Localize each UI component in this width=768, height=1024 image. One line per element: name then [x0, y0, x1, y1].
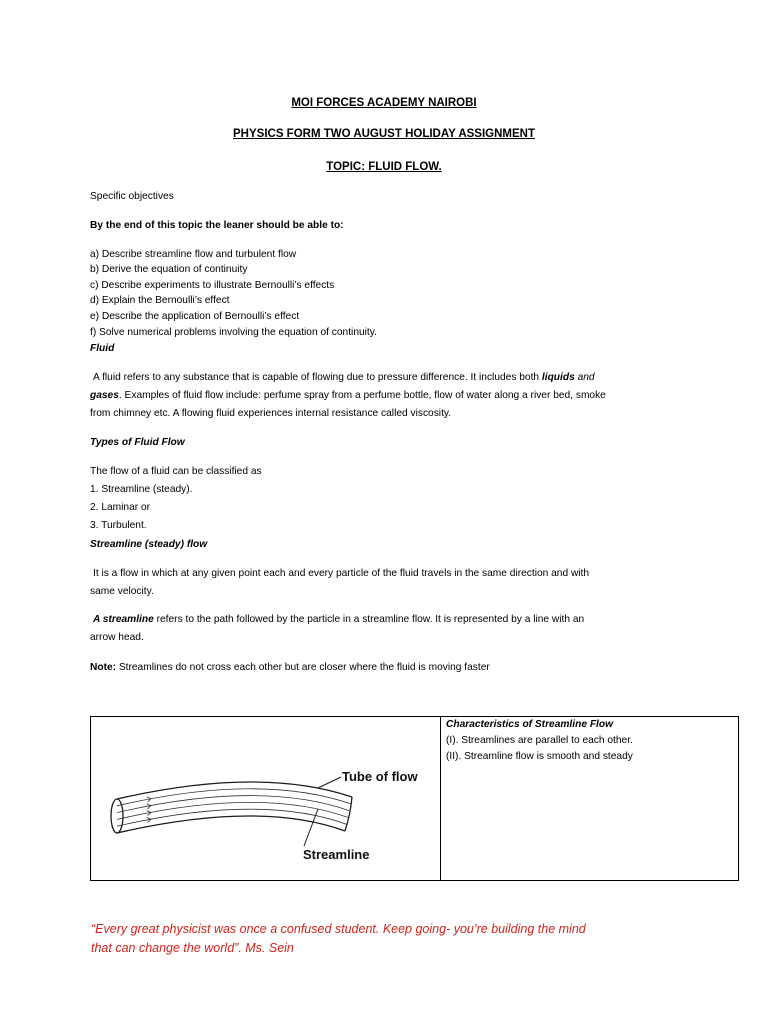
school-title-text: MOI FORCES ACADEMY NAIROBI	[291, 97, 477, 109]
word-and: and	[577, 372, 595, 383]
types-item: 2. Laminar or	[90, 502, 151, 513]
tube-bottom-edge	[117, 816, 345, 833]
tube-outline	[111, 782, 352, 833]
streamline-path	[117, 796, 349, 813]
characteristics-item: (I). Streamlines are parallel to each other.	[446, 735, 633, 746]
objective-item: d) Explain the Bernoulli’s effect	[90, 295, 230, 306]
note-text: Streamlines do not cross each other but are closer where the fluid is moving faster	[118, 662, 490, 673]
types-item: 1. Streamline (steady).	[90, 484, 193, 495]
objective-item: b) Derive the equation of continuity	[90, 264, 248, 275]
tube-left-end	[111, 799, 123, 833]
streamline-heading: Streamline (steady) flow	[90, 539, 208, 550]
streamline-term-text: refers to the path followed by the particle in a streamline flow. It is represented by a line with an	[156, 614, 585, 625]
tube-of-flow-label: Tube of flow	[342, 769, 418, 784]
streamlines	[117, 789, 351, 826]
types-intro: The flow of a fluid can be classified as	[90, 466, 262, 477]
note-line	[90, 662, 490, 674]
streamline-term-line: arrow head.	[90, 632, 144, 643]
term-streamline: A streamline	[93, 614, 154, 625]
motivational-quote-line: “Every great physicist was once a confused student. Keep going- you’re building the mind	[91, 922, 586, 936]
term-liquids: liquids	[541, 372, 575, 383]
streamline-term-line	[93, 614, 584, 626]
characteristics-item: (II). Streamline flow is smooth and steady	[446, 751, 633, 762]
topic-title	[0, 160, 768, 174]
fluid-heading: Fluid	[90, 343, 115, 354]
fluid-paragraph-text: A fluid refers to any substance that is capable of flowing due to pressure difference. It includes both	[93, 372, 540, 383]
characteristics-heading: Characteristics of Streamline Flow	[446, 719, 614, 730]
assignment-title-text: PHYSICS FORM TWO AUGUST HOLIDAY ASSIGNMENT	[233, 128, 535, 140]
objectives-intro: By the end of this topic the leaner should be able to:	[90, 220, 344, 231]
streamline-definition-line: same velocity.	[90, 586, 154, 597]
tube-top-edge	[117, 782, 352, 799]
types-item: 3. Turbulent.	[90, 520, 147, 531]
school-title	[0, 96, 768, 110]
topic-title-text: TOPIC: FLUID FLOW.	[326, 161, 442, 173]
fluid-paragraph-line: from chimney etc. A flowing fluid experiences internal resistance called viscosity.	[90, 408, 452, 419]
note-label: Note:	[90, 662, 117, 673]
fluid-paragraph-text: . Examples of fluid flow include: perfume spray from a perfume bottle, flow of water along a river bed, smoke	[118, 390, 606, 401]
tube-of-flow-diagram	[90, 716, 440, 880]
fluid-paragraph-line	[93, 372, 595, 384]
streamline-definition-line: It is a flow in which at any given point each and every particle of the fluid travels in the same direction and with	[93, 568, 590, 579]
assignment-title	[0, 127, 768, 141]
fluid-paragraph-line	[90, 390, 606, 402]
objectives-heading: Specific objectives	[90, 191, 174, 202]
objective-item: e) Describe the application of Bernoulli’s effect	[90, 311, 300, 322]
streamline-label: Streamline	[303, 847, 370, 862]
types-heading: Types of Fluid Flow	[90, 437, 185, 448]
tube-label-leader-line	[318, 777, 341, 788]
term-gases: gases	[90, 390, 119, 401]
objective-item: a) Describe streamline flow and turbulent flow	[90, 249, 297, 260]
objective-item: c) Describe experiments to illustrate Bernoulli’s effects	[90, 280, 335, 291]
motivational-quote-line: that can change the world”. Ms. Sein	[91, 941, 294, 955]
objective-item: f) Solve numerical problems involving the equation of continuity.	[90, 327, 377, 338]
streamline-arrows	[147, 797, 151, 822]
table-column-divider	[440, 717, 441, 880]
